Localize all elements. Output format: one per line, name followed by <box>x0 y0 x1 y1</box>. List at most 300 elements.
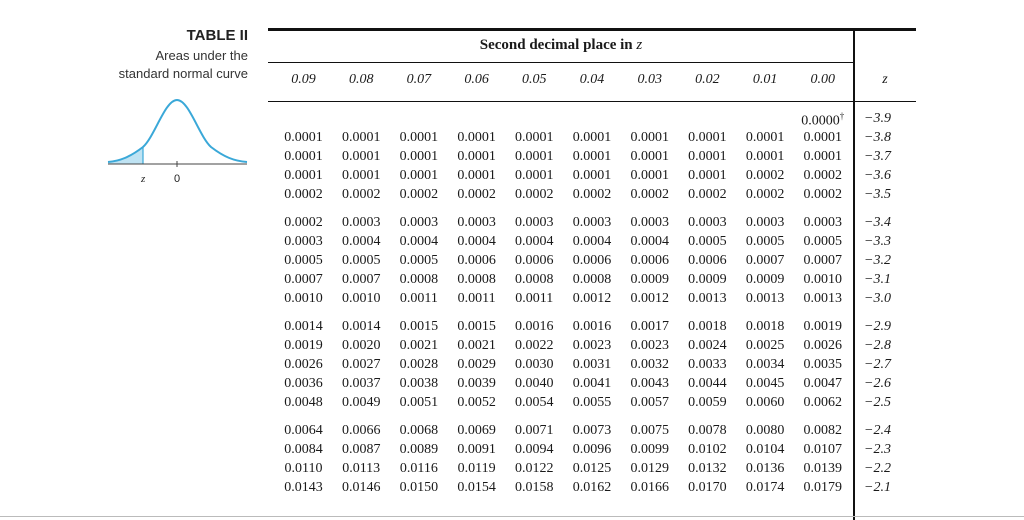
cell-value: 0.0001 <box>341 130 381 145</box>
cell-value: 0.0001 <box>572 168 612 183</box>
table-cell <box>679 149 736 165</box>
table-cell <box>390 338 447 354</box>
table-cell <box>448 215 505 231</box>
table-cell <box>333 423 390 439</box>
table-cell <box>564 319 621 335</box>
cell-value: 0.0132 <box>688 461 727 476</box>
cell-value: 0.0005 <box>745 234 785 249</box>
normal-curve-line <box>108 100 247 162</box>
table-cell <box>737 442 794 458</box>
z-value: −3.9 <box>864 111 891 126</box>
table-cell <box>737 461 794 477</box>
cell-value: 0.0008 <box>515 272 554 287</box>
cell-value: 0.0030 <box>515 357 554 372</box>
table-cell <box>390 423 447 439</box>
table-cell <box>794 442 851 458</box>
z-value: −3.7 <box>864 149 891 164</box>
table-cell <box>448 461 505 477</box>
cell-value: 0.0008 <box>399 272 439 287</box>
table-cell <box>621 253 678 269</box>
table-cell <box>275 376 332 392</box>
table-cell <box>794 480 851 496</box>
table-cell <box>448 442 505 458</box>
cell-value: 0.0011 <box>457 291 496 306</box>
cell-value: 0.0087 <box>341 442 381 457</box>
table-cell <box>390 215 447 231</box>
cell-value: 0.0025 <box>745 338 785 353</box>
table-cell <box>679 130 736 146</box>
cell-value: 0.0060 <box>745 395 785 410</box>
cell-value: 0.0013 <box>688 291 727 306</box>
table-cell <box>506 234 563 250</box>
cell-value: 0.0089 <box>399 442 439 457</box>
cell-value: 0.0051 <box>399 395 439 410</box>
table-cell <box>794 130 851 146</box>
cell-value: 0.0041 <box>572 376 612 391</box>
cell-value: 0.0026 <box>803 338 843 353</box>
table-cell <box>794 423 851 439</box>
table-cell <box>275 423 332 439</box>
table-cell <box>737 357 794 373</box>
cell-value: 0.0010 <box>284 291 323 306</box>
table-cell <box>564 442 621 458</box>
table-cell <box>794 272 851 288</box>
table-cell <box>448 376 505 392</box>
table-cell <box>390 442 447 458</box>
table-cell <box>506 423 563 439</box>
cell-value: 0.0150 <box>399 480 439 495</box>
table-cell <box>275 338 332 354</box>
table-cell <box>333 215 390 231</box>
cell-value: 0.0003 <box>745 215 785 230</box>
table-cell <box>679 442 736 458</box>
cell-value: 0.0010 <box>341 291 381 306</box>
table-cell <box>621 291 678 307</box>
cell-value: 0.0027 <box>341 357 381 372</box>
cell-value: 0.0102 <box>688 442 727 457</box>
table-cell <box>390 234 447 250</box>
cell-value: 0.0001 <box>803 130 843 145</box>
table-cell <box>737 291 794 307</box>
table-cell <box>621 187 678 203</box>
z-value: −3.1 <box>864 272 891 287</box>
table-cell <box>448 480 505 496</box>
table-cell <box>794 319 851 335</box>
cell-value: 0.0032 <box>630 357 669 372</box>
cell-value: 0.0037 <box>341 376 381 391</box>
cell-value: 0.0002 <box>399 187 439 202</box>
cell-value: 0.0015 <box>399 319 439 334</box>
cell-value: 0.0096 <box>572 442 612 457</box>
subtitle-line-2: standard normal curve <box>118 66 248 81</box>
table-cell <box>506 253 563 269</box>
cell-value: 0.0003 <box>515 215 554 230</box>
table-cell <box>390 253 447 269</box>
cell-value: 0.0004 <box>399 234 439 249</box>
table-cell <box>679 461 736 477</box>
z-value: −2.4 <box>864 423 891 438</box>
table-cell <box>333 234 390 250</box>
z-value: −3.8 <box>864 130 891 145</box>
cell-value: 0.0002 <box>572 187 612 202</box>
table-cell <box>333 395 390 411</box>
cell-value: 0.0001 <box>341 149 381 164</box>
table-cell <box>506 461 563 477</box>
cell-value: 0.0001 <box>572 149 612 164</box>
table-cell <box>564 291 621 307</box>
table-cell <box>564 168 621 184</box>
cell-value: 0.0001 <box>745 149 785 164</box>
z-column-header: z <box>882 72 888 87</box>
cell-value: 0.0001 <box>688 168 727 183</box>
table-cell <box>448 338 505 354</box>
table-cell <box>564 357 621 373</box>
cell-value: 0.0038 <box>399 376 439 391</box>
table-cell <box>621 149 678 165</box>
cell-value: 0.0143 <box>284 480 323 495</box>
cell-value: 0.0122 <box>515 461 554 476</box>
table-top-rule <box>268 28 916 31</box>
cell-value: 0.0104 <box>745 442 785 457</box>
cell-value: 0.0033 <box>688 357 727 372</box>
cell-value: 0.0001 <box>688 130 727 145</box>
table-cell <box>333 272 390 288</box>
cell-value: 0.0136 <box>745 461 785 476</box>
table-cell <box>679 338 736 354</box>
cell-value: 0.0045 <box>745 376 785 391</box>
table-cell <box>275 272 332 288</box>
table-cell <box>275 130 332 146</box>
column-header: 0.08 <box>348 72 374 87</box>
table-cell <box>275 319 332 335</box>
cell-value: 0.0003 <box>284 234 323 249</box>
table-cell <box>275 149 332 165</box>
table-cell <box>506 319 563 335</box>
cell-value: 0.0009 <box>745 272 785 287</box>
cell-value: 0.0174 <box>745 480 785 495</box>
table-cell <box>275 461 332 477</box>
cell-value: 0.0001 <box>457 130 496 145</box>
cell-value: 0.0054 <box>515 395 554 410</box>
table-cell <box>737 423 794 439</box>
table-cell <box>448 168 505 184</box>
table-cell <box>679 376 736 392</box>
cell-value: 0.0026 <box>284 357 323 372</box>
cell-value: 0.0057 <box>630 395 669 410</box>
cell-value: 0.0006 <box>572 253 612 268</box>
cell-value: 0.0003 <box>803 215 843 230</box>
table-cell <box>275 187 332 203</box>
cell-value: 0.0044 <box>688 376 727 391</box>
cell-value: 0.0004 <box>572 234 612 249</box>
table-cell <box>448 423 505 439</box>
cell-value: 0.0005 <box>803 234 843 249</box>
cell-value: 0.0016 <box>515 319 554 334</box>
table-cell <box>333 130 390 146</box>
cell-value: 0.0005 <box>341 253 381 268</box>
table-cell <box>275 291 332 307</box>
cell-value: 0.0078 <box>688 423 727 438</box>
cell-value: 0.0146 <box>341 480 381 495</box>
table-cell <box>737 234 794 250</box>
cell-value: 0.0008 <box>457 272 496 287</box>
cell-value: 0.0007 <box>803 253 843 268</box>
cell-value: 0.0002 <box>803 168 843 183</box>
table-cell <box>390 395 447 411</box>
cell-value: 0.0119 <box>457 461 496 476</box>
cell-value: 0.0062 <box>803 395 843 410</box>
table-cell <box>679 319 736 335</box>
cell-value: 0.0031 <box>572 357 612 372</box>
cell-value: 0.0066 <box>341 423 381 438</box>
cell-value: 0.0005 <box>688 234 727 249</box>
table-cell <box>679 253 736 269</box>
cell-value: 0.0007 <box>284 272 323 287</box>
table-cell <box>275 395 332 411</box>
cell-value: 0.0023 <box>630 338 669 353</box>
cell-value: 0.0011 <box>515 291 554 306</box>
cell-value: 0.0001 <box>399 130 439 145</box>
cell-value: 0.0068 <box>399 423 439 438</box>
z-value: −2.9 <box>864 319 891 334</box>
table-cell <box>506 215 563 231</box>
table-cell <box>679 234 736 250</box>
cell-value: 0.0001 <box>630 168 669 183</box>
table-cell <box>679 272 736 288</box>
cell-value: 0.0028 <box>399 357 439 372</box>
table-cell <box>506 338 563 354</box>
table-cell <box>794 253 851 269</box>
cell-value: 0.0021 <box>457 338 496 353</box>
table-cell <box>390 480 447 496</box>
table-cell <box>564 461 621 477</box>
column-header: 0.09 <box>291 72 316 87</box>
cell-value: 0.0017 <box>630 319 669 334</box>
page-bottom-rule <box>0 516 1024 517</box>
column-header: 0.03 <box>637 72 662 87</box>
footnote-mark: † <box>839 111 845 121</box>
cell-value: 0.0001 <box>284 149 323 164</box>
cell-value: 0.0035 <box>803 357 843 372</box>
cell-value: 0.0020 <box>341 338 381 353</box>
cell-value: 0.0008 <box>572 272 612 287</box>
cell-value: 0.0002 <box>688 187 727 202</box>
cell-value: 0.0080 <box>745 423 785 438</box>
table-cell <box>621 272 678 288</box>
table-cell <box>794 149 851 165</box>
cell-value: 0.0004 <box>630 234 669 249</box>
table-cell <box>333 319 390 335</box>
table-cell <box>390 319 447 335</box>
cell-value: 0.0001 <box>284 130 323 145</box>
z-value: −3.4 <box>864 215 891 230</box>
cell-value: 0.0071 <box>515 423 554 438</box>
z-value: −3.6 <box>864 168 891 183</box>
cell-value: 0.0019 <box>284 338 323 353</box>
cell-value: 0.0002 <box>745 187 785 202</box>
column-header: 0.07 <box>406 72 432 87</box>
z-value: −2.3 <box>864 442 891 457</box>
cell-value: 0.0021 <box>399 338 439 353</box>
cell-value: 0.0094 <box>515 442 554 457</box>
table-cell <box>333 461 390 477</box>
cell-value: 0.0075 <box>630 423 669 438</box>
table-cell <box>564 234 621 250</box>
table-cell <box>679 187 736 203</box>
table-cell <box>333 442 390 458</box>
table-cell <box>679 215 736 231</box>
table-cell <box>333 253 390 269</box>
cell-value: 0.0001 <box>399 168 439 183</box>
table-cell <box>506 149 563 165</box>
cell-value: 0.0139 <box>803 461 843 476</box>
table-cell <box>390 291 447 307</box>
table-cell <box>333 149 390 165</box>
cell-value: 0.0014 <box>284 319 323 334</box>
cell-value: 0.0003 <box>399 215 439 230</box>
table-cell <box>448 234 505 250</box>
table-cell <box>794 338 851 354</box>
table-cell <box>564 149 621 165</box>
table-cell <box>390 187 447 203</box>
cell-value: 0.0022 <box>515 338 554 353</box>
table-cell <box>333 357 390 373</box>
span-header-rule <box>268 62 854 63</box>
cell-value: 0.0023 <box>572 338 612 353</box>
table-cell <box>621 130 678 146</box>
table-cell <box>448 149 505 165</box>
cell-value: 0.0001 <box>341 168 381 183</box>
table-cell <box>737 187 794 203</box>
cell-value: 0.0047 <box>803 376 843 391</box>
z-value: −2.2 <box>864 461 891 476</box>
z-value: −3.2 <box>864 253 891 268</box>
cell-value: 0.0002 <box>745 168 785 183</box>
cell-value: 0.0006 <box>515 253 554 268</box>
table-cell <box>794 395 851 411</box>
cell-value: 0.0007 <box>341 272 381 287</box>
cell-value: 0.0055 <box>572 395 612 410</box>
table-cell <box>737 130 794 146</box>
cell-value: 0.0001 <box>572 130 612 145</box>
cell-value: 0.0001 <box>457 149 496 164</box>
cell-value: 0.0001 <box>688 149 727 164</box>
cell-value: 0.0002 <box>284 215 323 230</box>
cell-value: 0.0099 <box>630 442 669 457</box>
table-cell <box>390 149 447 165</box>
table-cell <box>448 272 505 288</box>
cell-value: 0.0009 <box>630 272 669 287</box>
z-value: −2.8 <box>864 338 891 353</box>
table-cell <box>390 357 447 373</box>
table-cell <box>794 376 851 392</box>
table-cell <box>794 234 851 250</box>
table-cell <box>506 168 563 184</box>
cell-value: 0.0001 <box>515 149 554 164</box>
cell-value: 0.0003 <box>341 215 381 230</box>
cell-value: 0.0006 <box>457 253 496 268</box>
table-cell <box>448 319 505 335</box>
cell-value: 0.0015 <box>457 319 496 334</box>
header-bottom-rule <box>268 101 916 102</box>
table-cell <box>621 480 678 496</box>
subtitle-line-1: Areas under the <box>155 48 248 63</box>
table-cell <box>564 338 621 354</box>
cell-value: 0.0039 <box>457 376 496 391</box>
cell-value: 0.0052 <box>457 395 496 410</box>
table-cell <box>275 253 332 269</box>
curve-z-label: z <box>141 173 146 185</box>
cell-value: 0.0006 <box>688 253 727 268</box>
cell-value: 0.0129 <box>630 461 669 476</box>
table-cell <box>794 357 851 373</box>
table-cell <box>333 480 390 496</box>
table-cell <box>794 187 851 203</box>
table-cell <box>448 253 505 269</box>
cell-value: 0.0179 <box>803 480 843 495</box>
z-value: −3.0 <box>864 291 891 306</box>
table-cell <box>275 215 332 231</box>
cell-value: 0.0166 <box>630 480 669 495</box>
table-cell <box>621 338 678 354</box>
cell-value: 0.0014 <box>341 319 381 334</box>
table-cell <box>737 319 794 335</box>
normal-curve-figure <box>105 92 250 192</box>
table-cell <box>333 187 390 203</box>
cell-value: 0.0007 <box>745 253 785 268</box>
table-cell <box>564 480 621 496</box>
z-value: −2.7 <box>864 357 891 372</box>
cell-value: 0.0009 <box>688 272 727 287</box>
table-cell <box>621 319 678 335</box>
cell-value: 0.0012 <box>572 291 612 306</box>
cell-value: 0.0004 <box>515 234 554 249</box>
table-cell <box>448 357 505 373</box>
cell-value: 0.0002 <box>284 187 323 202</box>
table-cell <box>275 168 332 184</box>
table-cell <box>564 130 621 146</box>
cell-value: 0.0010 <box>803 272 843 287</box>
table-cell <box>448 187 505 203</box>
cell-value: 0.0003 <box>572 215 612 230</box>
cell-value: 0.0069 <box>457 423 496 438</box>
table-cell <box>564 272 621 288</box>
column-header: 0.05 <box>522 72 547 87</box>
span-header-variable: z <box>636 37 643 53</box>
table-cell <box>333 376 390 392</box>
column-header: 0.02 <box>695 72 720 87</box>
table-cell <box>564 376 621 392</box>
table-cell <box>737 480 794 496</box>
table-cell <box>621 423 678 439</box>
cell-value: 0.0001 <box>630 149 669 164</box>
cell-value: 0.0005 <box>284 253 323 268</box>
cell-value: 0.0091 <box>457 442 496 457</box>
table-cell <box>794 168 851 184</box>
table-cell <box>506 357 563 373</box>
table-cell <box>737 149 794 165</box>
table-cell <box>333 291 390 307</box>
table-cell <box>564 423 621 439</box>
table-cell <box>564 395 621 411</box>
table-cell <box>794 111 851 130</box>
column-header: 0.04 <box>579 72 605 87</box>
cell-value: 0.0016 <box>572 319 612 334</box>
table-cell <box>621 168 678 184</box>
table-cell <box>506 376 563 392</box>
table-cell <box>794 461 851 477</box>
cell-value: 0.0154 <box>457 480 496 495</box>
